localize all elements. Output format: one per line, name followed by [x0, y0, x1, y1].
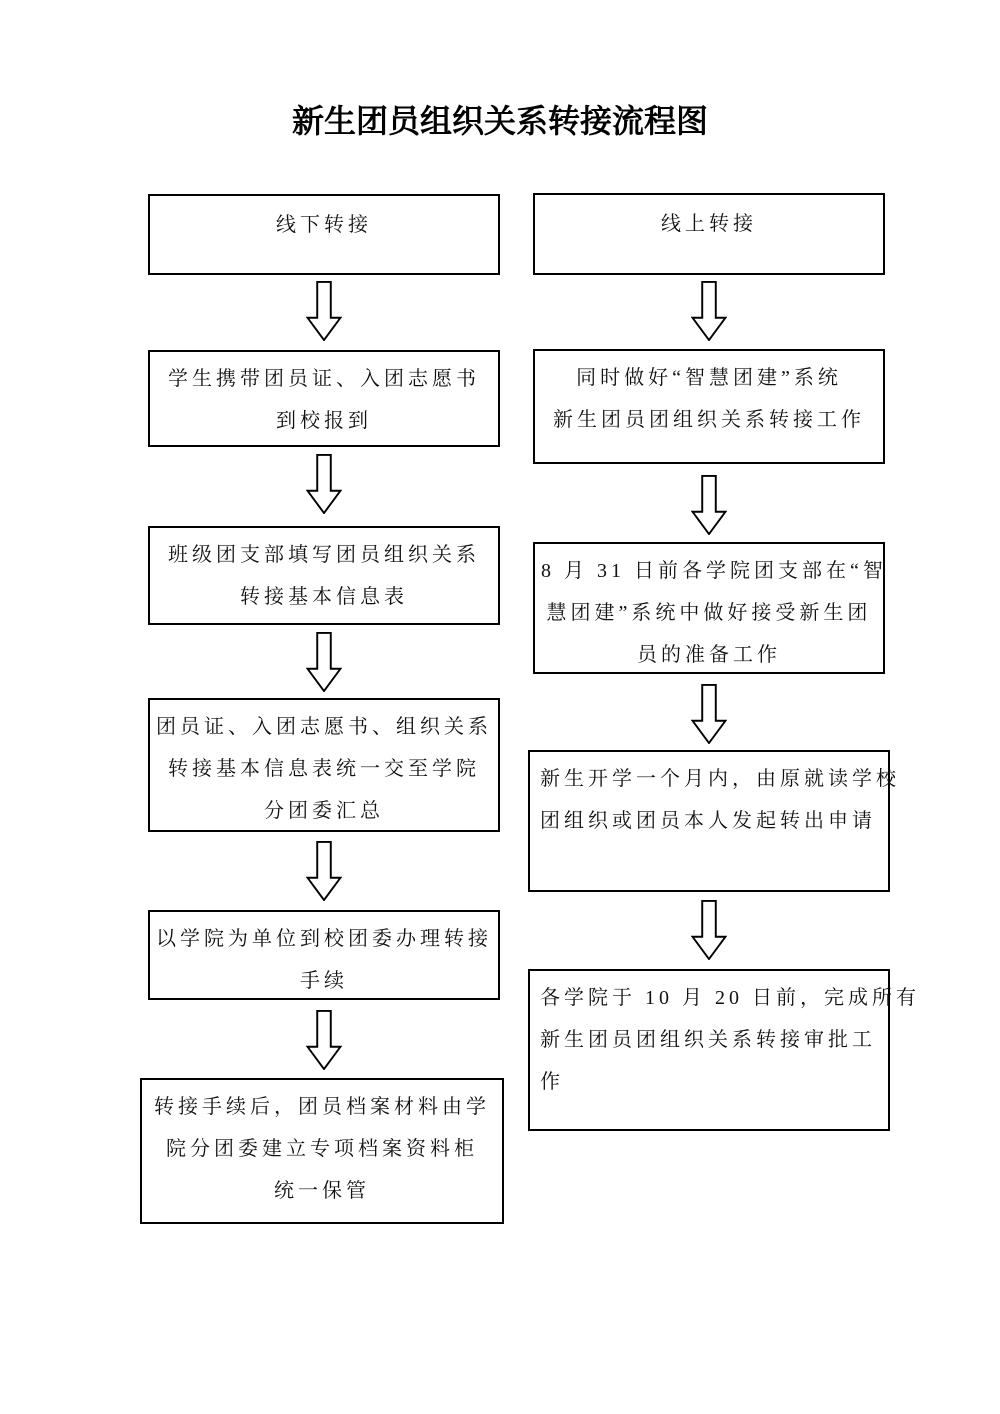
box-text-line: 新生开学一个月内，由原就读学校 [540, 768, 900, 790]
online-step-transfer-request-box [528, 750, 900, 892]
box-text-line: 以学院为单位到校团委办理转接 [156, 928, 492, 950]
box-text-line: 院分团委建立专项档案资料柜 [166, 1138, 478, 1160]
offline-step-submit-box [148, 698, 500, 832]
down-arrow-icon [691, 475, 727, 535]
box-text-line: 转接手续后，团员档案材料由学 [154, 1096, 490, 1118]
offline-step-archive-box [140, 1078, 504, 1224]
box-text-line: 分团委汇总 [264, 800, 384, 822]
down-arrow-icon [691, 684, 727, 744]
box-text-line: 转接基本信息表 [240, 586, 408, 608]
box-text-line: 到校报到 [276, 410, 372, 432]
down-arrow-icon [306, 454, 342, 514]
box-text-line: 新生团员团组织关系转接审批工 [540, 1029, 876, 1051]
online-step-system-prep-box [533, 349, 885, 464]
box-text-line: 统一保管 [274, 1180, 370, 1202]
box-text-line: 团员证、入团志愿书、组织关系 [156, 716, 492, 738]
online-header-box [533, 193, 885, 275]
offline-header-label: 线下转接 [276, 214, 372, 236]
down-arrow-icon [691, 281, 727, 341]
box-text-line: 学生携带团员证、入团志愿书 [168, 368, 480, 390]
box-text-line: 手续 [300, 970, 348, 992]
offline-step-report-box [148, 350, 500, 447]
box-text-line: 各学院于 10 月 20 日前，完成所有 [540, 987, 920, 1009]
offline-step-handle-procedure-box [148, 910, 500, 1000]
online-step-branch-ready-box [533, 542, 885, 674]
box-text-line: 员的准备工作 [637, 644, 781, 666]
box-text-line: 转接基本信息表统一交至学院 [168, 758, 480, 780]
box-text-line: 作 [540, 1071, 564, 1093]
box-text-line: 班级团支部填写团员组织关系 [168, 544, 480, 566]
online-step-approval-box [528, 969, 920, 1131]
offline-step-fill-form-box [148, 526, 500, 625]
box-text-line: 8 月 31 日前各学院团支部在“智 [541, 560, 887, 582]
box-text-line: 团组织或团员本人发起转出申请 [540, 810, 876, 832]
offline-header-box [148, 194, 500, 275]
down-arrow-icon [306, 632, 342, 692]
box-text-line: 慧团建”系统中做好接受新生团 [546, 602, 872, 624]
down-arrow-icon [306, 281, 342, 341]
page-title: 新生团员组织关系转接流程图 [291, 103, 708, 139]
online-header-label: 线上转接 [661, 213, 757, 235]
down-arrow-icon [306, 1010, 342, 1070]
box-text-line: 新生团员团组织关系转接工作 [553, 409, 865, 431]
down-arrow-icon [306, 841, 342, 901]
down-arrow-icon [691, 900, 727, 960]
box-text-line: 同时做好“智慧团建”系统 [576, 367, 842, 389]
